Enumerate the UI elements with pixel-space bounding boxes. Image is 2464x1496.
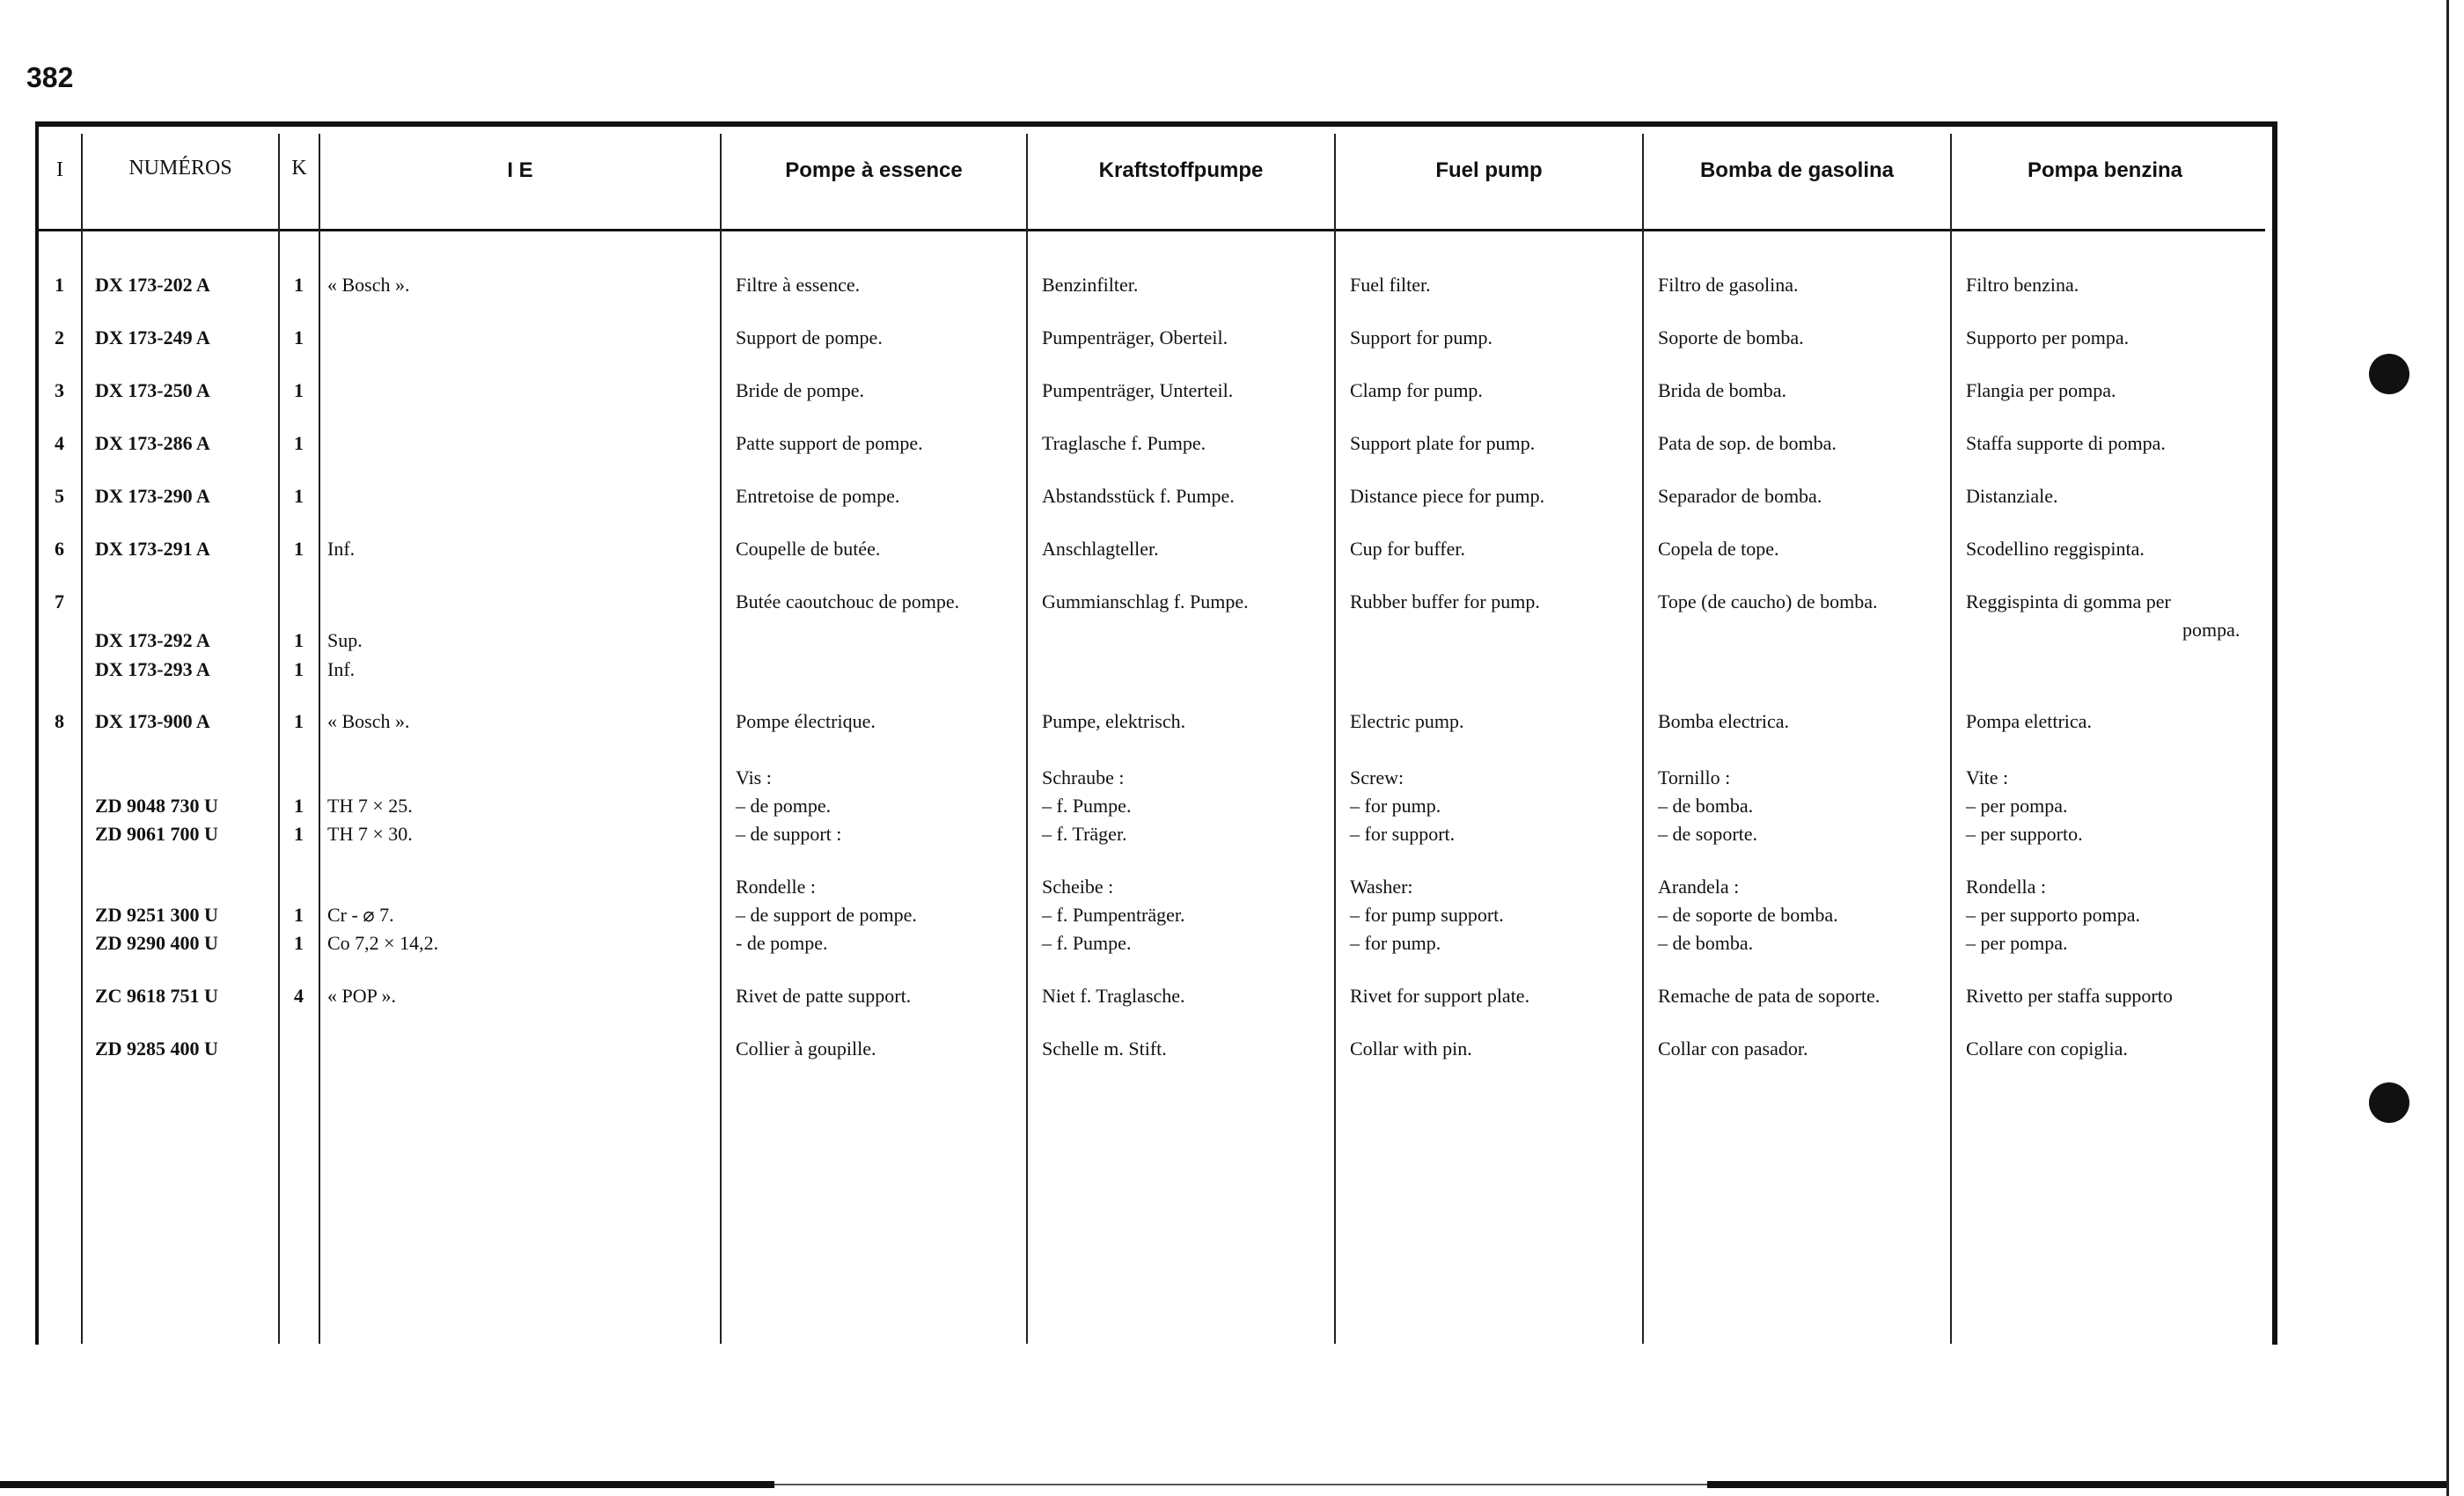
part-number: DX 173-249 A (95, 326, 210, 348)
desc-fr: Entretoise de pompe. (736, 485, 900, 507)
desc-de: Pumpenträger, Unterteil. (1042, 379, 1234, 401)
desc-en: – for pump. (1350, 795, 1441, 817)
desc-es: Brida de bomba. (1658, 379, 1787, 401)
col-divider (278, 134, 280, 1344)
desc-fr: Rondelle : (736, 876, 817, 898)
desc-fr: – de support : (736, 823, 842, 845)
desc-it: Pompa elettrica. (1966, 710, 2092, 732)
desc-de: – f. Pumpe. (1042, 795, 1132, 817)
part-number: DX 173-293 A (95, 658, 210, 680)
desc-es: Bomba electrica. (1658, 710, 1790, 732)
desc-it: – per pompa. (1966, 795, 2068, 817)
quantity: 1 (294, 274, 304, 296)
header-ie: I E (507, 158, 533, 182)
desc-es: Arandela : (1658, 876, 1740, 898)
binder-hole (2369, 354, 2409, 394)
part-number: DX 173-202 A (95, 274, 210, 296)
col-divider (1642, 134, 1644, 1344)
ie-note: TH 7 × 25. (327, 795, 413, 817)
quantity: 1 (294, 658, 304, 680)
part-number: DX 173-900 A (95, 710, 210, 732)
desc-en: – for support. (1350, 823, 1456, 845)
part-number: ZC 9618 751 U (95, 985, 218, 1007)
desc-en: Support for pump. (1350, 326, 1492, 348)
desc-it: Rivetto per staffa supporto (1966, 985, 2173, 1007)
ie-note: « POP ». (327, 985, 397, 1007)
header-en: Fuel pump (1435, 158, 1543, 182)
ie-note: Inf. (327, 658, 356, 680)
desc-de: – f. Pumpe. (1042, 932, 1132, 954)
binder-hole (2369, 1082, 2409, 1123)
row-index: 4 (55, 432, 64, 454)
desc-fr: Collier à goupille. (736, 1038, 876, 1060)
ie-note: TH 7 × 30. (327, 823, 413, 845)
desc-it: Rondella : (1966, 876, 2047, 898)
row-index: 1 (55, 274, 64, 296)
desc-en: Distance piece for pump. (1350, 485, 1545, 507)
row-index: 5 (55, 485, 64, 507)
right-edge-rule (2446, 0, 2449, 1496)
header-index: I (56, 158, 63, 181)
part-number: ZD 9290 400 U (95, 932, 218, 954)
bottom-rule (0, 1481, 774, 1488)
col-divider (720, 134, 722, 1344)
desc-de: Pumpe, elektrisch. (1042, 710, 1186, 732)
quantity: 1 (294, 904, 304, 926)
header-rule (39, 229, 2265, 231)
desc-en: Cup for buffer. (1350, 538, 1465, 560)
desc-es: – de soporte de bomba. (1658, 904, 1838, 926)
row-index: 2 (55, 326, 64, 348)
desc-es: Tornillo : (1658, 766, 1731, 788)
quantity: 1 (294, 629, 304, 651)
desc-es: – de bomba. (1658, 795, 1754, 817)
desc-it: Flangia per pompa. (1966, 379, 2116, 401)
desc-de: Gummianschlag f. Pumpe. (1042, 590, 1249, 612)
part-number: ZD 9251 300 U (95, 904, 218, 926)
desc-it: Staffa supporte di pompa. (1966, 432, 2166, 454)
quantity: 1 (294, 485, 304, 507)
desc-es: Filtro de gasolina. (1658, 274, 1799, 296)
part-number: ZD 9061 700 U (95, 823, 218, 845)
desc-de: Benzinfilter. (1042, 274, 1139, 296)
desc-it: Scodellino reggispinta. (1966, 538, 2145, 560)
desc-fr: Support de pompe. (736, 326, 883, 348)
desc-en: Washer: (1350, 876, 1413, 898)
ie-note: « Bosch ». (327, 710, 410, 732)
desc-fr: Butée caoutchouc de pompe. (736, 590, 960, 612)
desc-fr: Bride de pompe. (736, 379, 865, 401)
desc-es: Collar con pasador. (1658, 1038, 1808, 1060)
header-es: Bomba de gasolina (1699, 158, 1895, 182)
desc-en: Clamp for pump. (1350, 379, 1483, 401)
desc-es: Pata de sop. de bomba. (1658, 432, 1837, 454)
page-number: 382 (26, 62, 74, 93)
desc-fr: Patte support de pompe. (736, 432, 923, 454)
row-index: 6 (55, 538, 64, 560)
desc-en: – for pump support. (1350, 904, 1504, 926)
desc-it: – per supporto pompa. (1966, 904, 2140, 926)
desc-fr: Coupelle de butée. (736, 538, 881, 560)
quantity: 4 (294, 985, 304, 1007)
part-number: DX 173-292 A (95, 629, 210, 651)
header-k: K (291, 157, 307, 180)
desc-it: Distanziale. (1966, 485, 2058, 507)
desc-fr: Filtre à essence. (736, 274, 861, 296)
part-number: DX 173-286 A (95, 432, 210, 454)
desc-it: pompa. (2182, 619, 2240, 641)
desc-it: – per pompa. (1966, 932, 2068, 954)
desc-fr: – de support de pompe. (736, 904, 917, 926)
col-divider (1334, 134, 1336, 1344)
ie-note: « Bosch ». (327, 274, 410, 296)
desc-es: – de soporte. (1658, 823, 1758, 845)
desc-de: Traglasche f. Pumpe. (1042, 432, 1206, 454)
desc-en: Electric pump. (1350, 710, 1464, 732)
col-divider (1026, 134, 1028, 1344)
desc-es: Separador de bomba. (1658, 485, 1822, 507)
desc-de: Schelle m. Stift. (1042, 1038, 1167, 1060)
desc-de: – f. Pumpenträger. (1042, 904, 1185, 926)
desc-it: Collare con copiglia. (1966, 1038, 2128, 1060)
desc-fr: – de pompe. (736, 795, 832, 817)
desc-en: Screw: (1350, 766, 1404, 788)
quantity: 1 (294, 795, 304, 817)
part-number: DX 173-290 A (95, 485, 210, 507)
desc-es: Soporte de bomba. (1658, 326, 1804, 348)
ie-note: Cr - ⌀ 7. (327, 904, 394, 926)
header-numeros: NUMÉROS (128, 157, 232, 180)
part-number: DX 173-250 A (95, 379, 210, 401)
bottom-rule (774, 1484, 1707, 1485)
desc-de: Scheibe : (1042, 876, 1114, 898)
desc-it: Filtro benzina. (1966, 274, 2079, 296)
part-number: ZD 9285 400 U (95, 1038, 218, 1060)
col-divider (81, 134, 83, 1344)
header-de: Kraftstoffpumpe (1098, 158, 1264, 182)
desc-en: Rubber buffer for pump. (1350, 590, 1540, 612)
quantity: 1 (294, 326, 304, 348)
row-index: 7 (55, 590, 64, 612)
ie-note: Sup. (327, 629, 363, 651)
quantity: 1 (294, 823, 304, 845)
desc-de: Schraube : (1042, 766, 1125, 788)
desc-fr: Pompe électrique. (736, 710, 876, 732)
desc-de: – f. Träger. (1042, 823, 1127, 845)
desc-it: Reggispinta di gomma per (1966, 590, 2171, 612)
desc-en: Support plate for pump. (1350, 432, 1536, 454)
desc-it: – per supporto. (1966, 823, 2083, 845)
quantity: 1 (294, 538, 304, 560)
desc-de: Pumpenträger, Oberteil. (1042, 326, 1228, 348)
col-divider (319, 134, 320, 1344)
desc-it: Vite : (1966, 766, 2009, 788)
desc-en: Fuel filter. (1350, 274, 1431, 296)
part-number: ZD 9048 730 U (95, 795, 218, 817)
quantity: 1 (294, 432, 304, 454)
row-index: 3 (55, 379, 64, 401)
row-index: 8 (55, 710, 64, 732)
part-number: DX 173-291 A (95, 538, 210, 560)
quantity: 1 (294, 932, 304, 954)
col-divider (1950, 134, 1952, 1344)
desc-it: Supporto per pompa. (1966, 326, 2130, 348)
header-fr: Pompe à essence (785, 158, 963, 182)
desc-fr: - de pompe. (736, 932, 828, 954)
desc-de: Abstandsstück f. Pumpe. (1042, 485, 1235, 507)
desc-en: – for pump. (1350, 932, 1441, 954)
desc-de: Anschlagteller. (1042, 538, 1159, 560)
header-it: Pompa benzina (2027, 158, 2183, 182)
desc-es: – de bomba. (1658, 932, 1754, 954)
desc-fr: Vis : (736, 766, 772, 788)
desc-en: Collar with pin. (1350, 1038, 1472, 1060)
desc-fr: Rivet de patte support. (736, 985, 912, 1007)
desc-es: Remache de pata de soporte. (1658, 985, 1881, 1007)
ie-note: Co 7,2 × 14,2. (327, 932, 439, 954)
quantity: 1 (294, 379, 304, 401)
desc-es: Copela de tope. (1658, 538, 1779, 560)
desc-en: Rivet for support plate. (1350, 985, 1530, 1007)
quantity: 1 (294, 710, 304, 732)
desc-de: Niet f. Traglasche. (1042, 985, 1185, 1007)
desc-es: Tope (de caucho) de bomba. (1658, 590, 1878, 612)
bottom-rule (1707, 1481, 2446, 1488)
ie-note: Inf. (327, 538, 356, 560)
